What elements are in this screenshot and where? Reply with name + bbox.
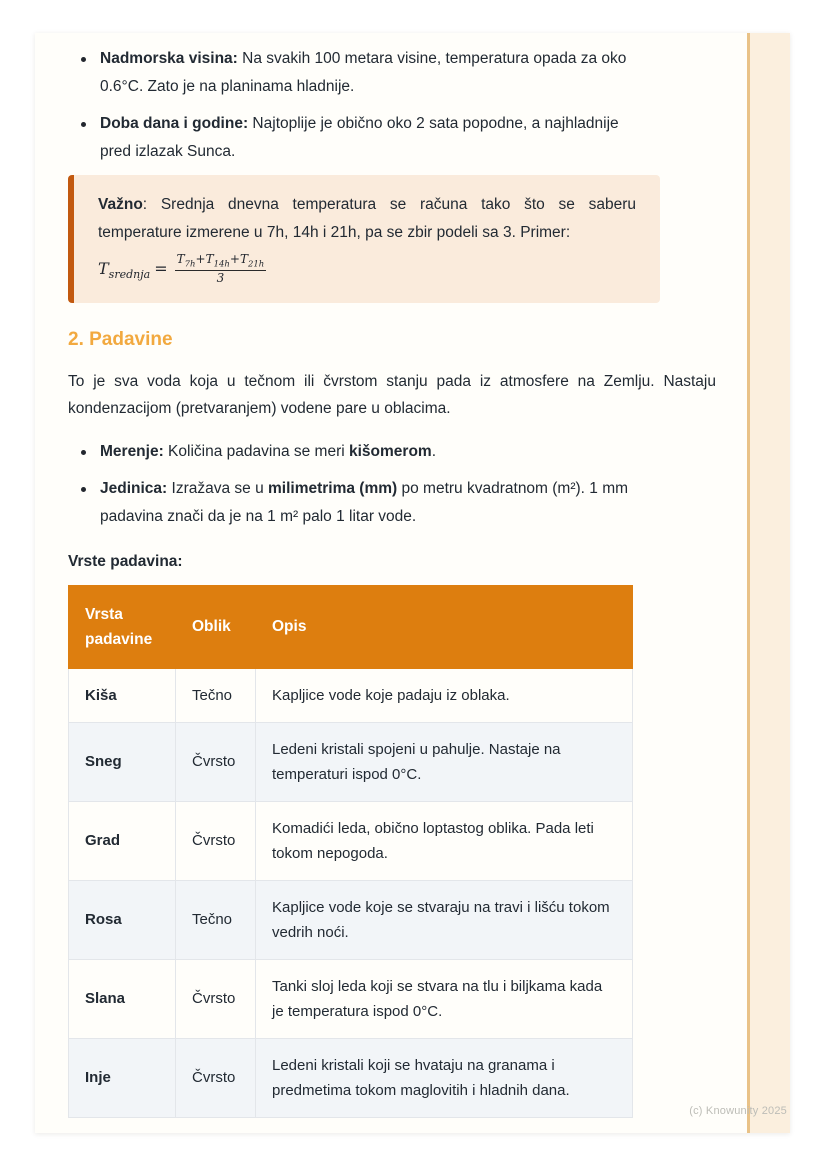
temperature-factors-list [68,45,752,166]
table-cell-vrsta: Kiša [69,668,176,722]
table-cell-oblik: Čvrsto [176,1038,256,1117]
table-cell-opis: Tanki sloj leda koji se stvara na tlu i biljkama kada je temperatura ispod 0°C. [256,959,633,1038]
mean-temperature-formula [98,252,636,289]
formula-lhs-symbol: T [98,258,109,278]
list-item-lead: Jedinica: [100,479,168,497]
bullet-icon [81,57,86,62]
list-item-lead: Merenje: [100,442,164,460]
formula-term-subscript: 21h [247,259,265,270]
document-content [68,33,752,1118]
callout-lead: Važno [98,196,143,213]
table-header-cell-oblik: Oblik [176,585,256,668]
formula-lhs-subscript: srednja [108,267,151,281]
list-item-bold-term: milimetrima (mm) [268,479,398,497]
table-header [69,585,633,668]
table-cell-oblik: Čvrsto [176,722,256,801]
formula-plus-sign: + [195,252,206,266]
formula-term: T [205,252,214,266]
formula-equals-sign: = [154,258,168,278]
formula-term: T [176,252,185,266]
table-cell-oblik: Tečno [176,880,256,959]
list-item [68,475,645,531]
list-item-text: Najtoplije je obično oko 2 sata popodne, a najhladnije pred izlazak Sunca. [100,115,619,160]
formula-plus-sign: + [229,252,240,266]
copyright-watermark: (c) Knowunity 2025 [689,1105,787,1117]
list-item-text: Na svakih 100 metara visine, temperatura opada za oko 0.6°C. Zato je na planinama hladnije. [100,50,627,95]
callout-body-text: : Srednja dnevna temperatura se računa tako što se saberu temperature izmerene u 7h, 14h i 21h, pa se zbir podeli sa 3. Primer: [98,196,636,241]
table-row [69,668,633,722]
table-cell-vrsta: Rosa [69,880,176,959]
section-intro-paragraph: To je sva voda koja u tečnom ili čvrstom stanju pada iz atmosfere na Zemlju. Nastaju kondenzacijom (pretvaranjem) vodene pare u oblacima. [68,372,716,417]
list-item-text: Izražava se u [167,479,268,497]
important-callout [68,175,660,303]
table-cell-vrsta: Sneg [69,722,176,801]
list-item-text-tail: . [431,442,437,460]
table-label: Vrste padavina: [68,552,183,570]
table-row [69,959,633,1038]
formula-fraction [175,252,267,286]
table-cell-opis: Ledeni kristali spojeni u pahulje. Nastaje na temperaturi ispod 0°C. [256,722,633,801]
table-header-cell-vrsta: Vrsta padavine [69,585,176,668]
formula-term-subscript: 7h [184,259,196,270]
list-item [68,45,645,101]
bullet-icon [81,122,86,127]
formula-lhs [98,258,151,281]
table-row [69,880,633,959]
table-cell-opis: Kapljice vode koje padaju iz oblaka. [256,668,633,722]
table-cell-opis: Komadići leda, obično loptastog oblika. Pada leti tokom nepogoda. [256,801,633,880]
page-edge-stripe [747,33,790,1133]
list-item-text-tail: po metru kvadratnom (m²). 1 mm padavina znači da je na 1 m² palo 1 litar vode. [100,479,629,525]
table-row [69,722,633,801]
list-item [68,110,645,166]
table-header-row [69,585,633,668]
table-cell-vrsta: Inje [69,1038,176,1117]
formula-term-subscript: 14h [213,259,230,270]
list-item-text: Količina padavina se meri [163,442,349,460]
table-header-cell-opis: Opis [256,585,633,668]
table-row [69,801,633,880]
table-cell-opis: Kapljice vode koje se stvaraju na travi i lišću tokom vedrih noći. [256,880,633,959]
callout-text [98,191,636,247]
formula-term: T [239,252,248,266]
list-item-bold-term: kišomerom [349,442,432,460]
table-cell-oblik: Čvrsto [176,959,256,1038]
document-page-card [35,33,790,1133]
formula-denominator: 3 [216,271,225,286]
precipitation-table [68,585,633,1118]
table-cell-opis: Ledeni kristali koji se hvataju na granama i predmetima tokom maglovitih i hladnih dana. [256,1038,633,1117]
list-item [68,438,645,466]
bullet-icon [81,487,86,492]
table-cell-vrsta: Slana [69,959,176,1038]
formula-numerator [175,252,267,271]
list-item-lead: Nadmorska visina: [100,50,238,67]
precipitation-facts-list [68,438,752,531]
bullet-icon [81,450,86,455]
table-body [69,668,633,1117]
list-item-lead: Doba dana i godine: [100,115,249,132]
table-row [69,1038,633,1117]
table-cell-vrsta: Grad [69,801,176,880]
table-cell-oblik: Čvrsto [176,801,256,880]
table-cell-oblik: Tečno [176,668,256,722]
section-heading-padavine: 2. Padavine [68,328,173,350]
